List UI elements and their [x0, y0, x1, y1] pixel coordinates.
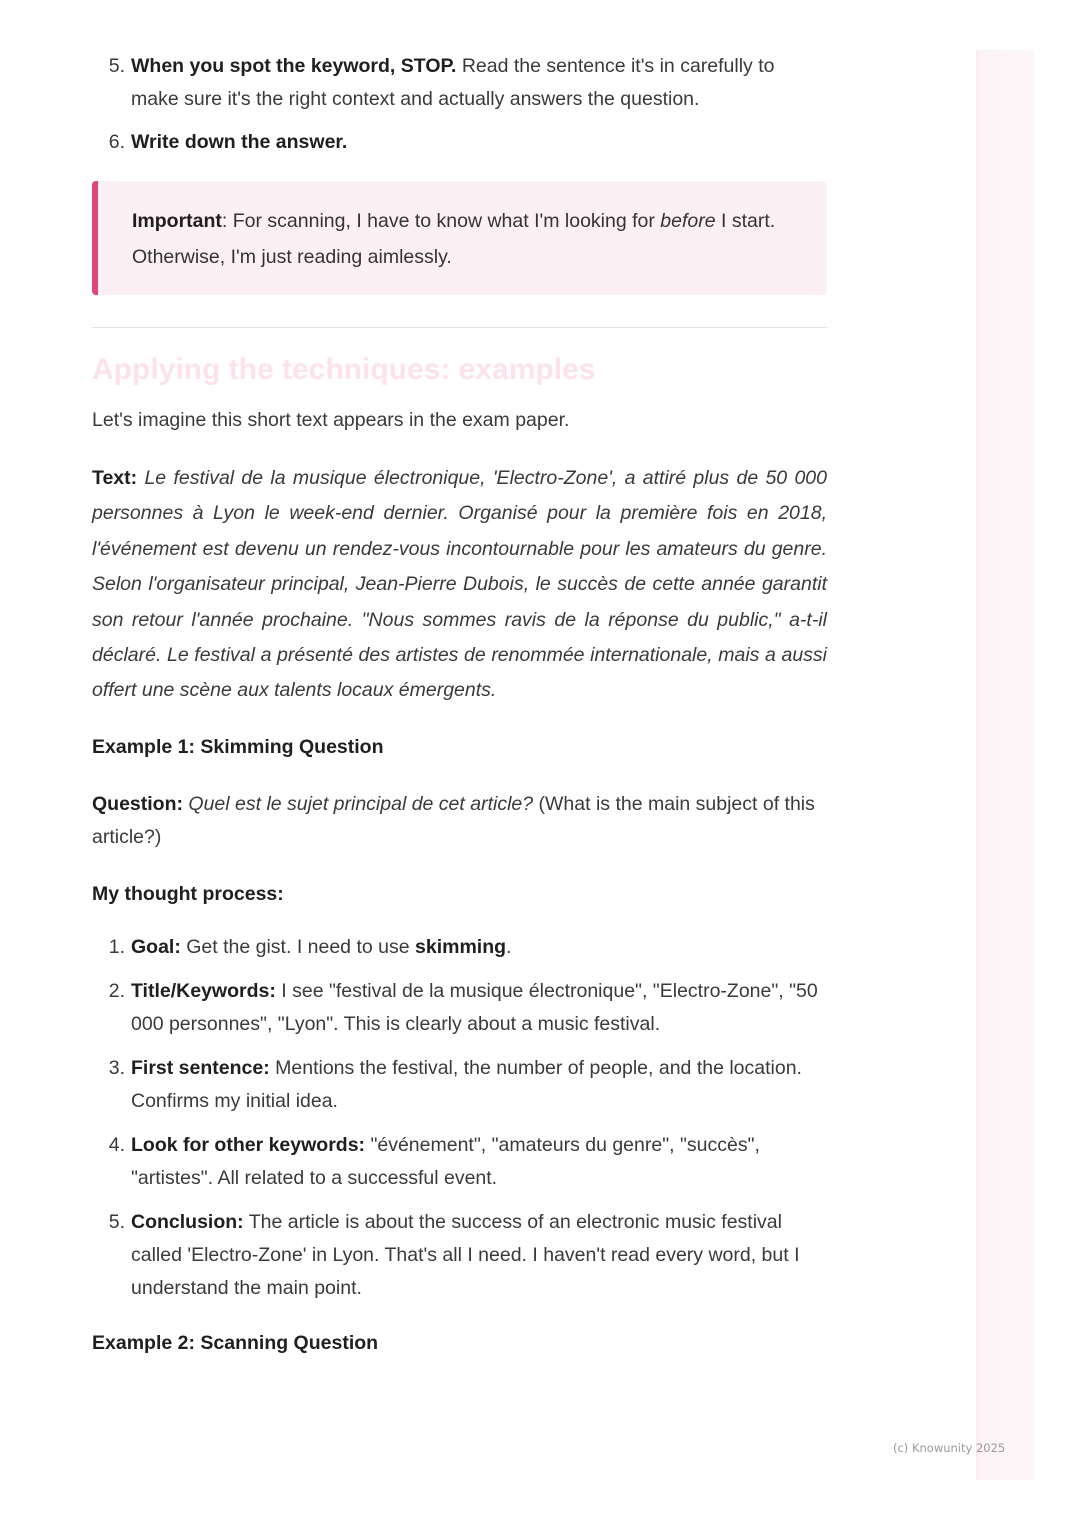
- step-text: The article is about the success of an electronic music festival called 'Electro-Zone' in Lyon. That's all I need. I haven't read every word, but I understand the main point.: [131, 1210, 800, 1299]
- important-callout: [92, 181, 827, 295]
- list-item: [92, 1052, 827, 1118]
- divider: [92, 327, 827, 328]
- step-bold: Write down the answer.: [131, 131, 348, 153]
- page-edge-strip: [976, 50, 1034, 1480]
- list-number: 5.: [108, 55, 125, 77]
- list-item: [92, 975, 827, 1041]
- callout-text-end: I start. Otherwise, I'm just reading aimlessly.: [132, 210, 776, 268]
- copyright-footer: (c) Knowunity 2025: [893, 1441, 1006, 1455]
- thought-steps-list: [92, 931, 827, 1305]
- question-paragraph: [92, 788, 827, 854]
- text-label: Text:: [92, 467, 138, 489]
- step-bold: Title/Keywords:: [131, 979, 276, 1002]
- step-text: Get the gist. I need to use: [180, 935, 415, 958]
- list-item: [92, 126, 827, 159]
- list-item: [92, 50, 827, 116]
- list-number: 6.: [108, 131, 125, 153]
- step-bold-inline: skimming: [415, 935, 507, 958]
- step-bold: Conclusion:: [131, 1210, 244, 1233]
- list-number: 4.: [108, 1133, 125, 1156]
- step-text: I see "festival de la musique électronique", "Electro-Zone", "50 000 personnes", "Lyon". This is clearly about a music festival.: [131, 979, 818, 1035]
- thought-process-heading: My thought process:: [92, 882, 284, 905]
- question-french: Quel est le sujet principal de cet article?: [188, 792, 534, 815]
- intro-paragraph: Let's imagine this short text appears in the exam paper.: [92, 409, 570, 431]
- step-text-end: .: [506, 935, 512, 958]
- callout-text: : For scanning, I have to know what I'm looking for: [221, 210, 661, 232]
- list-item: [92, 931, 827, 964]
- step-text: Mentions the festival, the number of people, and the location. Confirms my initial idea.: [131, 1056, 802, 1112]
- document-content: [92, 50, 827, 1384]
- list-item: [92, 1206, 827, 1305]
- list-number: 1.: [108, 935, 125, 958]
- list-item: [92, 1129, 827, 1195]
- callout-label: Important: [132, 210, 222, 232]
- list-number: 5.: [108, 1210, 125, 1233]
- step-text: "événement", "amateurs du genre", "succès", "artistes". All related to a successful event.: [131, 1133, 760, 1189]
- list-number: 2.: [108, 979, 125, 1002]
- french-text-paragraph: [92, 461, 827, 709]
- question-translation: (What is the main subject of this article?): [92, 792, 815, 848]
- steps-list-top: [92, 50, 827, 159]
- question-label: Question:: [92, 792, 183, 815]
- step-text: Read the sentence it's in carefully to make sure it's the right context and actually answers the question.: [131, 55, 775, 110]
- callout-italic: before: [660, 210, 716, 232]
- step-bold: First sentence:: [131, 1056, 270, 1079]
- section-heading: Applying the techniques: examples: [92, 353, 596, 386]
- example-1-heading: Example 1: Skimming Question: [92, 735, 384, 758]
- step-bold: When you spot the keyword, STOP.: [131, 55, 457, 77]
- list-number: 3.: [108, 1056, 125, 1079]
- step-bold: Goal:: [131, 935, 181, 958]
- example-2-heading: Example 2: Scanning Question: [92, 1331, 379, 1354]
- step-bold: Look for other keywords:: [131, 1133, 366, 1156]
- french-text-body: Le festival de la musique électronique, 'Electro-Zone', a attiré plus de 50 000 personnes à Lyon le week-end dernier. Organisé pour la première fois en 2018, l'événement est devenu un rendez-vous incontournable pour les amateurs du genre. Selon l'organisateur principal, Jean-Pierre Dubois, le succès de cette année garantit son retour l'année prochaine. "Nous sommes ravis de la réponse du public," a-t-il déclaré. Le festival a présenté des artistes de renommée internationale, mais a aussi offert une scène aux talents locaux émergents.: [92, 467, 827, 702]
